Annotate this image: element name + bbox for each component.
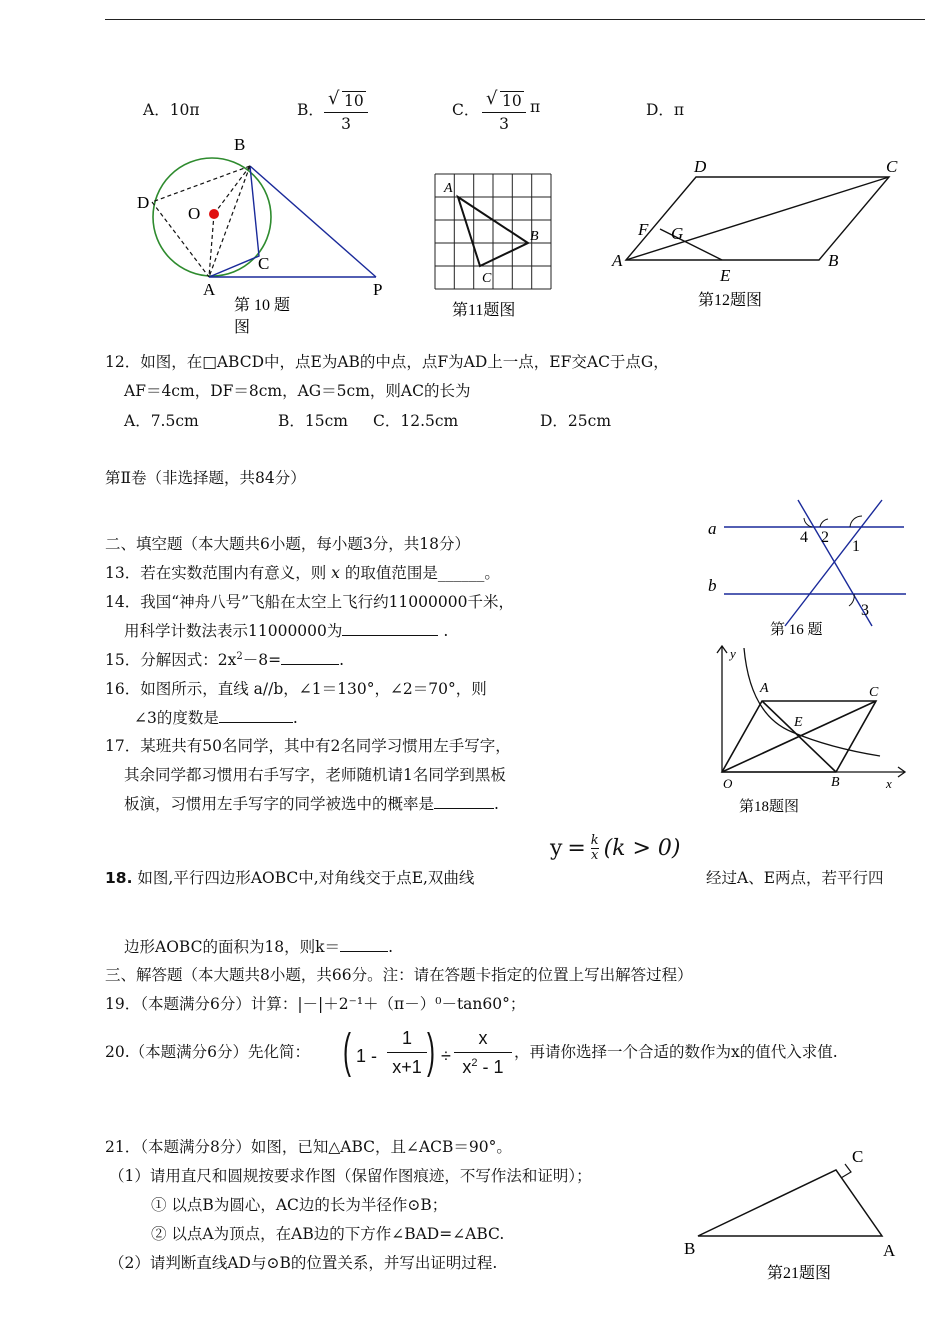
q12-option-b: B．15cm <box>278 412 348 430</box>
q18-formula-condition: (k > 0) <box>603 836 681 861</box>
q13-text-before: 13．若在实数范围内有意义，则 <box>105 564 332 582</box>
q15-text-after: －8= <box>242 651 282 669</box>
fig12-label-f: F <box>638 220 649 239</box>
q20-fraction2 <box>454 1028 512 1078</box>
fig10-label-o: O <box>188 204 201 223</box>
fig10-label-c: C <box>258 254 270 273</box>
q14-blank <box>342 621 438 636</box>
q20-suffix: ，再请你选择一个合适的数作为x的值代入求值. <box>514 1043 838 1061</box>
q14-line2-text: 用科学计数法表示11000000为 <box>124 622 343 640</box>
part2-title: 第Ⅱ卷（非选择题，共84分） <box>105 469 306 487</box>
figure-10 <box>130 132 400 347</box>
q20-one-minus: 1 - <box>356 1046 378 1066</box>
q11-option-c-pi: π <box>530 98 541 116</box>
fig12-label-e: E <box>720 266 731 285</box>
q15 <box>105 648 344 670</box>
fig18-label-b: B <box>831 775 840 790</box>
q11-option-c-fraction: √ 10 3 <box>482 92 526 133</box>
q18-formula-eq: = <box>567 836 586 861</box>
fig10-caption-line1: 第 10 题 <box>234 297 291 314</box>
q11-b-denominator: 3 <box>341 115 351 133</box>
section3-title: 三、解答题（本大题共8小题，共66分。注：请在答题卡指定的位置上写出解答过程） <box>105 966 693 984</box>
q13-text-after: 的取值范围是______。 <box>339 564 500 582</box>
q11-option-c-label: C． <box>452 101 480 119</box>
q18-blank <box>340 937 388 952</box>
q21-line5: （2）请判断直线AD与⊙B的位置关系，并写出证明过程. <box>109 1254 498 1272</box>
header-rule <box>105 19 925 20</box>
q18-formula-k: k <box>590 833 599 848</box>
fig10-label-b: B <box>234 135 246 154</box>
q18-line2-text: 边形AOBC的面积为18，则k＝ <box>124 938 341 956</box>
q20-f2-num: x <box>478 1028 488 1048</box>
q20-f1-num: 1 <box>401 1028 412 1048</box>
q15-end: . <box>339 651 344 669</box>
q19: 19．（本题满分6分）计算：|－|＋2⁻¹＋（π－）⁰－tan60°； <box>105 995 526 1013</box>
q20-prefix: 20.（本题满分6分）先化简： <box>105 1043 311 1061</box>
q12-line1: 12．如图，在□ABCD中，点E为AB的中点，点F为AD上一点，EF交AC于点G， <box>105 353 669 371</box>
fig16-label-b: b <box>708 576 717 595</box>
fig16-label-1: 1 <box>852 538 860 555</box>
q14-line1: 14．我国“神舟八号”飞船在太空上飞行约11000000千米， <box>105 593 514 611</box>
q20-left-paren: ( <box>343 1025 351 1078</box>
fig18-label-o: O <box>723 776 733 791</box>
fig11-label-b: B <box>530 229 539 244</box>
q11-option-a: A．10π <box>143 101 200 119</box>
q17-line3-end: . <box>494 795 499 813</box>
fig10-label-a: A <box>203 280 216 299</box>
q12-option-c: C．12.5cm <box>373 412 459 430</box>
q11-c-numerator: 10 <box>502 92 522 110</box>
fig21-caption: 第21题图 <box>767 1265 832 1282</box>
fig16-label-2: 2 <box>821 529 829 546</box>
q11-option-d: D．π <box>646 101 685 119</box>
q20-f1-den: x+1 <box>387 1052 427 1078</box>
q15-blank <box>281 650 339 665</box>
figure-18 <box>700 640 915 820</box>
q21-line3: ① 以点B为圆心，AC边的长为半径作⊙B； <box>151 1196 448 1214</box>
fig11-label-a: A <box>444 181 453 196</box>
fig10-caption-line2: 图 <box>234 319 251 336</box>
fig16-label-a: a <box>708 519 717 538</box>
q21-line4: ② 以点A为顶点，在AB边的下方作∠BAD=∠ABC. <box>151 1225 505 1243</box>
fig10-label-d: D <box>137 193 150 212</box>
fig18-label-c: C <box>869 685 879 700</box>
q20-f2-den-sup: 2 <box>471 1057 478 1069</box>
q21-line2: （1）请用直尺和圆规按要求作图（保留作图痕迹，不写作法和证明）； <box>109 1167 592 1185</box>
q18-line1-text: 如图,平行四边形AOBC中,对角线交于点E,双曲线 <box>132 869 475 887</box>
q17-line1: 17．某班共有50名同学，其中有2名同学习惯用左手写字， <box>105 737 511 755</box>
q17-line2: 其余同学都习惯用右手写字，老师随机请1名同学到黑板 <box>124 766 506 784</box>
q11-b-numerator: 10 <box>344 92 364 110</box>
q11-c-denominator: 3 <box>499 115 509 133</box>
figure-11 <box>430 170 560 330</box>
fig16-label-3: 3 <box>861 602 869 619</box>
fig18-label-x: x <box>886 776 892 791</box>
fig12-label-a: A <box>612 251 623 270</box>
q15-sup: 2 <box>236 650 243 662</box>
q16-line2 <box>134 706 298 728</box>
q20-f2-den-rest: - 1 <box>477 1057 504 1077</box>
fig12-label-g: G <box>671 224 684 243</box>
q12-option-d: D．25cm <box>540 412 612 430</box>
fig16-label-4: 4 <box>800 529 808 546</box>
q18-number: 18. <box>105 869 133 887</box>
q18-line1-end: 经过A、E两点，若平行四 <box>706 869 884 887</box>
q17-line3-text: 板演，习惯用左手写字的同学被选中的概率是 <box>124 795 435 813</box>
q14-line2-end: . <box>438 622 449 640</box>
figure-21 <box>676 1140 916 1290</box>
q11-option-b-label: B． <box>297 101 324 119</box>
q20-fraction1 <box>387 1028 427 1078</box>
fig18-label-a: A <box>760 681 769 696</box>
fig18-label-y: y <box>730 646 736 661</box>
fig11-label-c: C <box>482 271 492 286</box>
q20-f2-den <box>454 1052 512 1078</box>
q18-line2-end: . <box>388 938 393 956</box>
q12-line2: AF＝4cm，DF＝8cm，AG＝5cm，则AC的长为 <box>124 382 471 400</box>
q20-right-paren: ) <box>427 1025 435 1078</box>
center-point-o <box>209 209 219 219</box>
q16-blank <box>219 708 293 723</box>
fig12-caption: 第12题图 <box>698 292 763 309</box>
q18-line1 <box>105 866 474 888</box>
q20-div-sign: ÷ <box>441 1046 451 1066</box>
fig21-label-a: A <box>883 1241 896 1260</box>
q21-line1: 21．（本题满分8分）如图，已知△ABC，且∠ACB＝90°。 <box>105 1138 512 1156</box>
fig18-label-e: E <box>794 715 803 730</box>
q16-line2-end: . <box>292 709 298 727</box>
section2-title: 二、填空题（本大题共6小题，每小题3分，共18分） <box>105 535 470 553</box>
fig16-caption: 第 16 题 <box>770 622 823 638</box>
fig10-label-p: P <box>373 280 383 299</box>
q18-formula-y: y <box>550 836 563 861</box>
q17-line3 <box>124 792 499 814</box>
fig18-caption: 第18题图 <box>739 799 800 815</box>
q16-line2-text: ∠3的度数是 <box>134 709 219 727</box>
fig21-label-b: B <box>684 1239 696 1258</box>
q16-line1: 16．如图所示，直线 a//b，∠1＝130°，∠2＝70°，则 <box>105 680 487 698</box>
q15-text-before: 15．分解因式：2x <box>105 651 237 669</box>
q20-f2-den-base: x <box>462 1057 472 1077</box>
q13 <box>105 561 500 583</box>
figure-12 <box>606 152 906 312</box>
q18-formula <box>550 834 681 863</box>
fig11-caption: 第11题图 <box>452 302 516 319</box>
q12-option-a: A．7.5cm <box>124 412 199 430</box>
fig21-label-c: C <box>852 1147 864 1166</box>
q13-var: x <box>331 564 340 582</box>
q11-option-b-fraction: √ 10 3 <box>324 92 368 133</box>
fig12-label-c: C <box>886 157 898 176</box>
q18-formula-fraction <box>591 834 599 863</box>
q17-blank <box>434 794 494 809</box>
fig12-label-d: D <box>694 157 707 176</box>
q18-formula-x: x <box>591 848 599 863</box>
figure-16 <box>700 496 915 641</box>
fig12-label-b: B <box>828 251 839 270</box>
q14-line2 <box>124 619 448 641</box>
q18-line2 <box>124 935 393 957</box>
